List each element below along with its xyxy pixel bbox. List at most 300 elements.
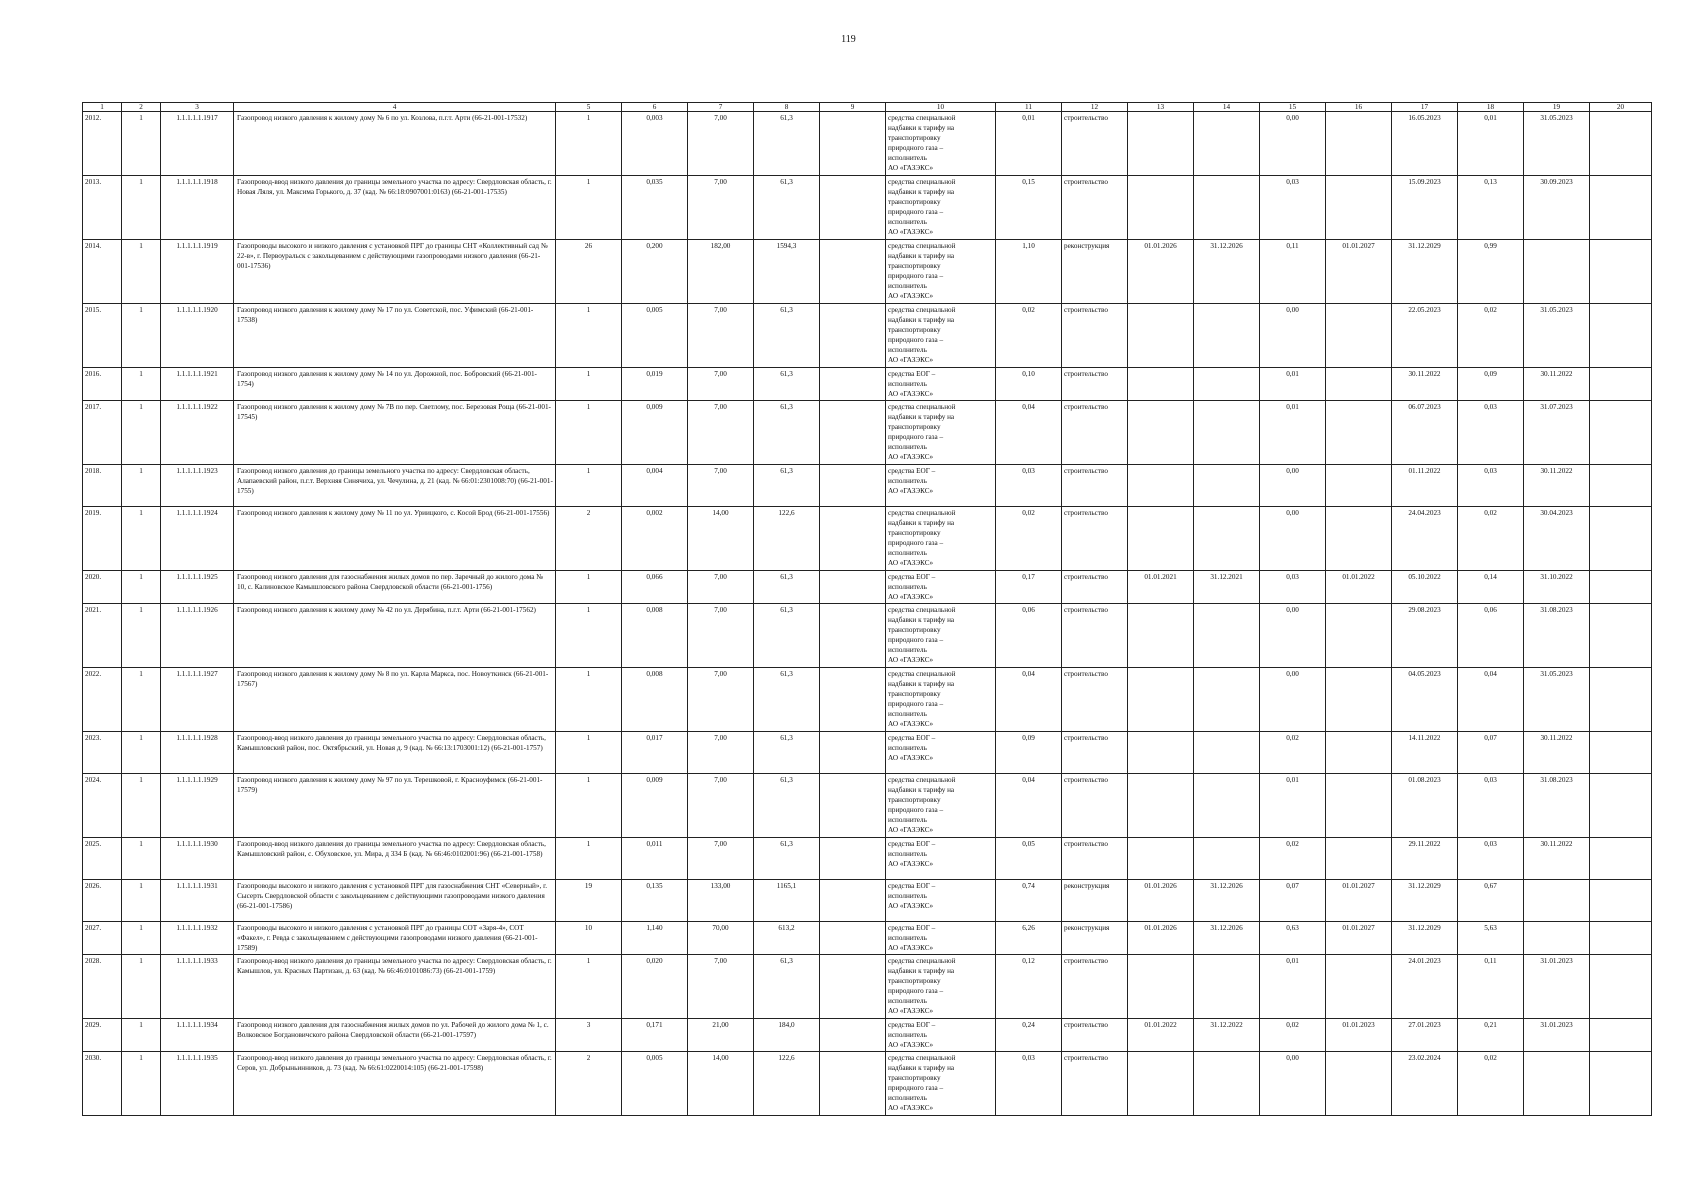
cell-col-19: 30.11.2022 <box>1524 838 1590 880</box>
cell-col-3: 1.1.1.1.1.1921 <box>161 368 234 401</box>
cell-col-18: 0,11 <box>1458 955 1524 1019</box>
cell-col-15: 0,02 <box>1260 838 1326 880</box>
column-header-15: 15 <box>1260 103 1326 112</box>
cell-col-18: 0,06 <box>1458 604 1524 668</box>
cell-col-3: 1.1.1.1.1.1919 <box>161 240 234 304</box>
cell-col-11: 0,04 <box>996 668 1062 732</box>
cell-col-20 <box>1590 176 1652 240</box>
cell-col-3: 1.1.1.1.1.1932 <box>161 922 234 955</box>
cell-col-20 <box>1590 922 1652 955</box>
cell-col-11: 1,10 <box>996 240 1062 304</box>
cell-col-8: 61,3 <box>754 465 820 507</box>
cell-col-3: 1.1.1.1.1.1930 <box>161 838 234 880</box>
cell-col-12: строительство <box>1062 1019 1128 1052</box>
cell-col-8: 61,3 <box>754 732 820 774</box>
cell-col-10: средства специальной надбавки к тарифу на транспортировку природного газа – исполнитель АО «ГАЗЭКС» <box>886 112 996 176</box>
table-row <box>83 240 1652 304</box>
table-row <box>83 176 1652 240</box>
table-row <box>83 368 1652 401</box>
cell-col-9 <box>820 955 886 1019</box>
cell-col-4: Газопровод низкого давления до границы земельного участка по адресу: Свердловская область, Алапаевский район, п.г.т. Верхняя Синячиха, ул. Чечулина, д. 21 (кад. № 66:01:2301008:70) (66-21-001-1755) <box>234 465 556 507</box>
cell-col-12: строительство <box>1062 732 1128 774</box>
cell-col-18: 0,67 <box>1458 880 1524 922</box>
cell-col-15: 0,00 <box>1260 507 1326 571</box>
cell-col-11: 0,17 <box>996 571 1062 604</box>
column-header-4: 4 <box>234 103 556 112</box>
table-row <box>83 1019 1652 1052</box>
cell-col-8: 1165,1 <box>754 880 820 922</box>
cell-col-3: 1.1.1.1.1.1926 <box>161 604 234 668</box>
cell-col-8: 61,3 <box>754 955 820 1019</box>
cell-col-4: Газопровод низкого давления к жилому дому № 17 по ул. Советской, пос. Уфимский (66-21-001-17538) <box>234 304 556 368</box>
cell-col-9 <box>820 465 886 507</box>
cell-col-19: 30.11.2022 <box>1524 465 1590 507</box>
cell-col-4: Газопроводы высокого и низкого давления с установкой ПРГ до границы СНТ «Коллективный сад № 22-в», г. Первоуральск с закольцеванием с действующими газопроводами низкого давления (66-21-001-17536) <box>234 240 556 304</box>
cell-col-17: 16.05.2023 <box>1392 112 1458 176</box>
cell-col-1: 2028. <box>83 955 122 1019</box>
cell-col-2: 1 <box>122 368 161 401</box>
cell-col-7: 182,00 <box>688 240 754 304</box>
cell-col-5: 1 <box>556 774 622 838</box>
cell-col-6: 0,005 <box>622 1052 688 1116</box>
column-header-3: 3 <box>161 103 234 112</box>
cell-col-20 <box>1590 838 1652 880</box>
cell-col-13 <box>1128 465 1194 507</box>
cell-col-6: 0,200 <box>622 240 688 304</box>
cell-col-14 <box>1194 401 1260 465</box>
cell-col-14 <box>1194 732 1260 774</box>
cell-col-2: 1 <box>122 732 161 774</box>
cell-col-7: 7,00 <box>688 304 754 368</box>
cell-col-5: 2 <box>556 1052 622 1116</box>
cell-col-17: 31.12.2029 <box>1392 880 1458 922</box>
table-row <box>83 401 1652 465</box>
cell-col-12: строительство <box>1062 604 1128 668</box>
cell-col-16 <box>1326 774 1392 838</box>
cell-col-16: 01.01.2027 <box>1326 880 1392 922</box>
cell-col-9 <box>820 401 886 465</box>
cell-col-14 <box>1194 368 1260 401</box>
cell-col-17: 24.01.2023 <box>1392 955 1458 1019</box>
table-row <box>83 304 1652 368</box>
cell-col-6: 0,135 <box>622 880 688 922</box>
cell-col-16 <box>1326 368 1392 401</box>
cell-col-11: 0,04 <box>996 401 1062 465</box>
cell-col-7: 7,00 <box>688 955 754 1019</box>
cell-col-6: 0,019 <box>622 368 688 401</box>
cell-col-9 <box>820 880 886 922</box>
cell-col-20 <box>1590 732 1652 774</box>
cell-col-1: 2024. <box>83 774 122 838</box>
cell-col-15: 0,02 <box>1260 732 1326 774</box>
table-row <box>83 1052 1652 1116</box>
cell-col-17: 27.01.2023 <box>1392 1019 1458 1052</box>
cell-col-4: Газопровод-ввод низкого давления до границы земельного участка по адресу: Свердловская область, Камышловский район, пос. Октябрьский, ул. Новая д. 9 (кад. № 66:13:1703001:12) (66-21-001-1757) <box>234 732 556 774</box>
cell-col-12: реконструкция <box>1062 922 1128 955</box>
cell-col-17: 31.12.2029 <box>1392 240 1458 304</box>
cell-col-2: 1 <box>122 176 161 240</box>
cell-col-4: Газопровод низкого давления к жилому дому № 14 по ул. Дорожной, пос. Бобровский (66-21-001-1754) <box>234 368 556 401</box>
cell-col-19: 31.10.2022 <box>1524 571 1590 604</box>
cell-col-4: Газопровод-ввод низкого давления до границы земельного участка по адресу: Свердловская область, г. Камышлов, ул. Красных Партизан, д. 63 (кад. № 66:46:0101086:73) (66-21-001-1759) <box>234 955 556 1019</box>
cell-col-10: средства специальной надбавки к тарифу на транспортировку природного газа – исполнитель АО «ГАЗЭКС» <box>886 401 996 465</box>
cell-col-2: 1 <box>122 774 161 838</box>
cell-col-9 <box>820 922 886 955</box>
cell-col-9 <box>820 1052 886 1116</box>
cell-col-4: Газопроводы высокого и низкого давления с установкой ПРГ для газоснабжения СНТ «Северный», г. Сысерть Свердловской области с закольцеванием с действующими газопроводами низкого давления (66-21-001-17586) <box>234 880 556 922</box>
cell-col-9 <box>820 176 886 240</box>
cell-col-9 <box>820 112 886 176</box>
cell-col-6: 0,008 <box>622 668 688 732</box>
cell-col-17: 29.11.2022 <box>1392 838 1458 880</box>
cell-col-19: 30.09.2023 <box>1524 176 1590 240</box>
cell-col-11: 0,10 <box>996 368 1062 401</box>
cell-col-15: 0,11 <box>1260 240 1326 304</box>
cell-col-8: 61,3 <box>754 368 820 401</box>
cell-col-6: 0,066 <box>622 571 688 604</box>
cell-col-15: 0,03 <box>1260 571 1326 604</box>
cell-col-5: 26 <box>556 240 622 304</box>
cell-col-12: реконструкция <box>1062 880 1128 922</box>
cell-col-12: строительство <box>1062 838 1128 880</box>
cell-col-16 <box>1326 401 1392 465</box>
cell-col-8: 1594,3 <box>754 240 820 304</box>
cell-col-15: 0,01 <box>1260 774 1326 838</box>
cell-col-7: 7,00 <box>688 401 754 465</box>
cell-col-15: 0,03 <box>1260 176 1326 240</box>
cell-col-4: Газопровод низкого давления для газоснабжения жилых домов по пер. Заречный до жилого дома № 10, с. Калиновское Камышловского района Свердловской области (66-21-001-1756) <box>234 571 556 604</box>
cell-col-4: Газопроводы высокого и низкого давления с установкой ПРГ до границы СОТ «Заря-4», СОТ «Факел», г. Ревда с закольцеванием с действующими газопроводами низкого давления (66-21-001-17589) <box>234 922 556 955</box>
cell-col-11: 0,15 <box>996 176 1062 240</box>
cell-col-3: 1.1.1.1.1.1929 <box>161 774 234 838</box>
column-header-11: 11 <box>996 103 1062 112</box>
cell-col-5: 1 <box>556 176 622 240</box>
cell-col-1: 2017. <box>83 401 122 465</box>
cell-col-8: 61,3 <box>754 112 820 176</box>
column-header-19: 19 <box>1524 103 1590 112</box>
cell-col-2: 1 <box>122 1019 161 1052</box>
cell-col-2: 1 <box>122 604 161 668</box>
cell-col-18: 0,99 <box>1458 240 1524 304</box>
cell-col-4: Газопровод низкого давления к жилому дому № 11 по ул. Уриицкого, с. Косой Брод (66-21-001-17556) <box>234 507 556 571</box>
cell-col-5: 1 <box>556 571 622 604</box>
cell-col-16 <box>1326 507 1392 571</box>
column-number-row <box>83 103 1652 112</box>
cell-col-8: 61,3 <box>754 304 820 368</box>
cell-col-4: Газопровод низкого давления к жилому дому № 6 по ул. Козлова, п.г.т. Арти (66-21-001-17532) <box>234 112 556 176</box>
cell-col-19: 31.01.2023 <box>1524 1019 1590 1052</box>
column-header-18: 18 <box>1458 103 1524 112</box>
cell-col-14: 31.12.2026 <box>1194 922 1260 955</box>
cell-col-13 <box>1128 368 1194 401</box>
cell-col-6: 0,009 <box>622 774 688 838</box>
cell-col-3: 1.1.1.1.1.1924 <box>161 507 234 571</box>
table-row <box>83 838 1652 880</box>
cell-col-12: строительство <box>1062 401 1128 465</box>
column-header-2: 2 <box>122 103 161 112</box>
cell-col-20 <box>1590 668 1652 732</box>
cell-col-18: 0,21 <box>1458 1019 1524 1052</box>
cell-col-17: 14.11.2022 <box>1392 732 1458 774</box>
cell-col-16 <box>1326 604 1392 668</box>
cell-col-16: 01.01.2023 <box>1326 1019 1392 1052</box>
cell-col-9 <box>820 571 886 604</box>
cell-col-10: средства ЕОГ – исполнитель АО «ГАЗЭКС» <box>886 880 996 922</box>
cell-col-3: 1.1.1.1.1.1935 <box>161 1052 234 1116</box>
cell-col-14 <box>1194 465 1260 507</box>
cell-col-20 <box>1590 112 1652 176</box>
cell-col-2: 1 <box>122 668 161 732</box>
cell-col-16 <box>1326 112 1392 176</box>
cell-col-3: 1.1.1.1.1.1918 <box>161 176 234 240</box>
cell-col-13 <box>1128 176 1194 240</box>
cell-col-10: средства ЕОГ – исполнитель АО «ГАЗЭКС» <box>886 732 996 774</box>
cell-col-2: 1 <box>122 880 161 922</box>
cell-col-1: 2019. <box>83 507 122 571</box>
cell-col-17: 31.12.2029 <box>1392 922 1458 955</box>
cell-col-19: 30.11.2022 <box>1524 732 1590 774</box>
cell-col-15: 0,07 <box>1260 880 1326 922</box>
column-header-8: 8 <box>754 103 820 112</box>
cell-col-14 <box>1194 668 1260 732</box>
cell-col-15: 0,63 <box>1260 922 1326 955</box>
column-header-17: 17 <box>1392 103 1458 112</box>
cell-col-13: 01.01.2026 <box>1128 240 1194 304</box>
cell-col-1: 2021. <box>83 604 122 668</box>
cell-col-4: Газопровод низкого давления к жилому дому № 7В по пер. Светлому, пос. Березовая Роща (66-21-001-17545) <box>234 401 556 465</box>
investment-table <box>82 102 1625 1116</box>
cell-col-18: 0,03 <box>1458 465 1524 507</box>
cell-col-2: 1 <box>122 571 161 604</box>
column-header-16: 16 <box>1326 103 1392 112</box>
cell-col-14: 31.12.2026 <box>1194 240 1260 304</box>
cell-col-11: 0,01 <box>996 112 1062 176</box>
table-row <box>83 571 1652 604</box>
cell-col-7: 7,00 <box>688 465 754 507</box>
cell-col-13 <box>1128 955 1194 1019</box>
table-row <box>83 465 1652 507</box>
cell-col-9 <box>820 668 886 732</box>
table-row <box>83 774 1652 838</box>
cell-col-2: 1 <box>122 401 161 465</box>
cell-col-14 <box>1194 304 1260 368</box>
cell-col-3: 1.1.1.1.1.1933 <box>161 955 234 1019</box>
cell-col-6: 1,140 <box>622 922 688 955</box>
cell-col-16 <box>1326 176 1392 240</box>
column-header-20: 20 <box>1590 103 1652 112</box>
column-header-12: 12 <box>1062 103 1128 112</box>
cell-col-15: 0,02 <box>1260 1019 1326 1052</box>
cell-col-6: 0,004 <box>622 465 688 507</box>
cell-col-18: 0,02 <box>1458 1052 1524 1116</box>
cell-col-18: 0,03 <box>1458 774 1524 838</box>
cell-col-5: 1 <box>556 112 622 176</box>
cell-col-7: 7,00 <box>688 668 754 732</box>
cell-col-13: 01.01.2022 <box>1128 1019 1194 1052</box>
cell-col-2: 1 <box>122 465 161 507</box>
cell-col-9 <box>820 838 886 880</box>
cell-col-17: 01.08.2023 <box>1392 774 1458 838</box>
cell-col-1: 2014. <box>83 240 122 304</box>
cell-col-11: 6,26 <box>996 922 1062 955</box>
cell-col-11: 0,05 <box>996 838 1062 880</box>
cell-col-14 <box>1194 507 1260 571</box>
cell-col-6: 0,009 <box>622 401 688 465</box>
cell-col-12: строительство <box>1062 176 1128 240</box>
column-header-5: 5 <box>556 103 622 112</box>
cell-col-14: 31.12.2021 <box>1194 571 1260 604</box>
cell-col-11: 0,03 <box>996 465 1062 507</box>
cell-col-17: 05.10.2022 <box>1392 571 1458 604</box>
cell-col-19: 31.08.2023 <box>1524 604 1590 668</box>
cell-col-1: 2016. <box>83 368 122 401</box>
cell-col-19: 31.05.2023 <box>1524 668 1590 732</box>
cell-col-17: 04.05.2023 <box>1392 668 1458 732</box>
cell-col-17: 24.04.2023 <box>1392 507 1458 571</box>
cell-col-17: 15.09.2023 <box>1392 176 1458 240</box>
cell-col-14 <box>1194 112 1260 176</box>
cell-col-20 <box>1590 604 1652 668</box>
cell-col-7: 21,00 <box>688 1019 754 1052</box>
cell-col-19: 31.01.2023 <box>1524 955 1590 1019</box>
cell-col-14 <box>1194 955 1260 1019</box>
table-row <box>83 668 1652 732</box>
cell-col-10: средства ЕОГ – исполнитель АО «ГАЗЭКС» <box>886 1019 996 1052</box>
table-body <box>83 112 1652 1116</box>
cell-col-8: 61,3 <box>754 774 820 838</box>
cell-col-7: 7,00 <box>688 112 754 176</box>
cell-col-19: 31.05.2023 <box>1524 112 1590 176</box>
cell-col-18: 5,63 <box>1458 922 1524 955</box>
cell-col-7: 7,00 <box>688 571 754 604</box>
cell-col-3: 1.1.1.1.1.1922 <box>161 401 234 465</box>
cell-col-11: 0,02 <box>996 304 1062 368</box>
cell-col-12: строительство <box>1062 668 1128 732</box>
cell-col-20 <box>1590 401 1652 465</box>
cell-col-12: строительство <box>1062 955 1128 1019</box>
cell-col-19 <box>1524 1052 1590 1116</box>
page-number: 119 <box>841 34 856 45</box>
cell-col-19 <box>1524 880 1590 922</box>
cell-col-3: 1.1.1.1.1.1927 <box>161 668 234 732</box>
column-header-13: 13 <box>1128 103 1194 112</box>
cell-col-10: средства ЕОГ – исполнитель АО «ГАЗЭКС» <box>886 368 996 401</box>
cell-col-7: 70,00 <box>688 922 754 955</box>
cell-col-8: 122,6 <box>754 1052 820 1116</box>
cell-col-9 <box>820 368 886 401</box>
cell-col-3: 1.1.1.1.1.1925 <box>161 571 234 604</box>
cell-col-18: 0,14 <box>1458 571 1524 604</box>
cell-col-7: 7,00 <box>688 176 754 240</box>
column-header-6: 6 <box>622 103 688 112</box>
cell-col-19: 30.11.2022 <box>1524 368 1590 401</box>
cell-col-8: 61,3 <box>754 668 820 732</box>
cell-col-8: 61,3 <box>754 571 820 604</box>
cell-col-18: 0,09 <box>1458 368 1524 401</box>
cell-col-8: 61,3 <box>754 176 820 240</box>
cell-col-11: 0,06 <box>996 604 1062 668</box>
cell-col-1: 2012. <box>83 112 122 176</box>
cell-col-1: 2030. <box>83 1052 122 1116</box>
cell-col-7: 7,00 <box>688 368 754 401</box>
data-table <box>82 102 1652 1116</box>
cell-col-11: 0,12 <box>996 955 1062 1019</box>
cell-col-15: 0,00 <box>1260 304 1326 368</box>
cell-col-14: 31.12.2022 <box>1194 1019 1260 1052</box>
cell-col-1: 2018. <box>83 465 122 507</box>
cell-col-20 <box>1590 304 1652 368</box>
cell-col-10: средства специальной надбавки к тарифу на транспортировку природного газа – исполнитель АО «ГАЗЭКС» <box>886 304 996 368</box>
cell-col-1: 2020. <box>83 571 122 604</box>
cell-col-12: строительство <box>1062 1052 1128 1116</box>
cell-col-19: 31.08.2023 <box>1524 774 1590 838</box>
cell-col-13 <box>1128 401 1194 465</box>
cell-col-3: 1.1.1.1.1.1920 <box>161 304 234 368</box>
cell-col-20 <box>1590 507 1652 571</box>
cell-col-11: 0,02 <box>996 507 1062 571</box>
cell-col-6: 0,008 <box>622 604 688 668</box>
cell-col-16 <box>1326 732 1392 774</box>
cell-col-14 <box>1194 1052 1260 1116</box>
cell-col-9 <box>820 507 886 571</box>
cell-col-1: 2022. <box>83 668 122 732</box>
cell-col-6: 0,005 <box>622 304 688 368</box>
cell-col-17: 22.05.2023 <box>1392 304 1458 368</box>
cell-col-14 <box>1194 176 1260 240</box>
cell-col-12: реконструкция <box>1062 240 1128 304</box>
cell-col-3: 1.1.1.1.1.1928 <box>161 732 234 774</box>
cell-col-10: средства специальной надбавки к тарифу на транспортировку природного газа – исполнитель АО «ГАЗЭКС» <box>886 774 996 838</box>
cell-col-5: 1 <box>556 401 622 465</box>
cell-col-13: 01.01.2026 <box>1128 922 1194 955</box>
cell-col-6: 0,003 <box>622 112 688 176</box>
cell-col-10: средства специальной надбавки к тарифу на транспортировку природного газа – исполнитель АО «ГАЗЭКС» <box>886 240 996 304</box>
cell-col-20 <box>1590 774 1652 838</box>
cell-col-16 <box>1326 955 1392 1019</box>
cell-col-2: 1 <box>122 838 161 880</box>
cell-col-18: 0,03 <box>1458 401 1524 465</box>
cell-col-18: 0,04 <box>1458 668 1524 732</box>
cell-col-17: 29.08.2023 <box>1392 604 1458 668</box>
cell-col-10: средства ЕОГ – исполнитель АО «ГАЗЭКС» <box>886 465 996 507</box>
cell-col-12: строительство <box>1062 571 1128 604</box>
cell-col-4: Газопровод низкого давления для газоснабжения жилых домов по ул. Рабочей до жилого дома № 1, с. Волковское Богдановичского района Свердловской области (66-21-001-17597) <box>234 1019 556 1052</box>
cell-col-8: 61,3 <box>754 604 820 668</box>
cell-col-15: 0,00 <box>1260 1052 1326 1116</box>
cell-col-19: 31.07.2023 <box>1524 401 1590 465</box>
cell-col-8: 61,3 <box>754 401 820 465</box>
cell-col-20 <box>1590 571 1652 604</box>
cell-col-8: 613,2 <box>754 922 820 955</box>
cell-col-16 <box>1326 304 1392 368</box>
cell-col-4: Газопровод-ввод низкого давления до границы земельного участка по адресу: Свердловская область, Камышловский район, с. Обуховское, ул. Мира, д 334 Б (кад. № 66:46:0102001:96) (66-21-001-1758) <box>234 838 556 880</box>
cell-col-11: 0,24 <box>996 1019 1062 1052</box>
table-row <box>83 112 1652 176</box>
cell-col-14 <box>1194 774 1260 838</box>
cell-col-16: 01.01.2027 <box>1326 240 1392 304</box>
cell-col-2: 1 <box>122 240 161 304</box>
cell-col-18: 0,02 <box>1458 507 1524 571</box>
cell-col-13 <box>1128 838 1194 880</box>
cell-col-5: 1 <box>556 465 622 507</box>
cell-col-20 <box>1590 955 1652 1019</box>
cell-col-13: 01.01.2026 <box>1128 880 1194 922</box>
cell-col-5: 1 <box>556 955 622 1019</box>
cell-col-14: 31.12.2026 <box>1194 880 1260 922</box>
cell-col-15: 0,01 <box>1260 368 1326 401</box>
cell-col-5: 3 <box>556 1019 622 1052</box>
cell-col-15: 0,00 <box>1260 668 1326 732</box>
